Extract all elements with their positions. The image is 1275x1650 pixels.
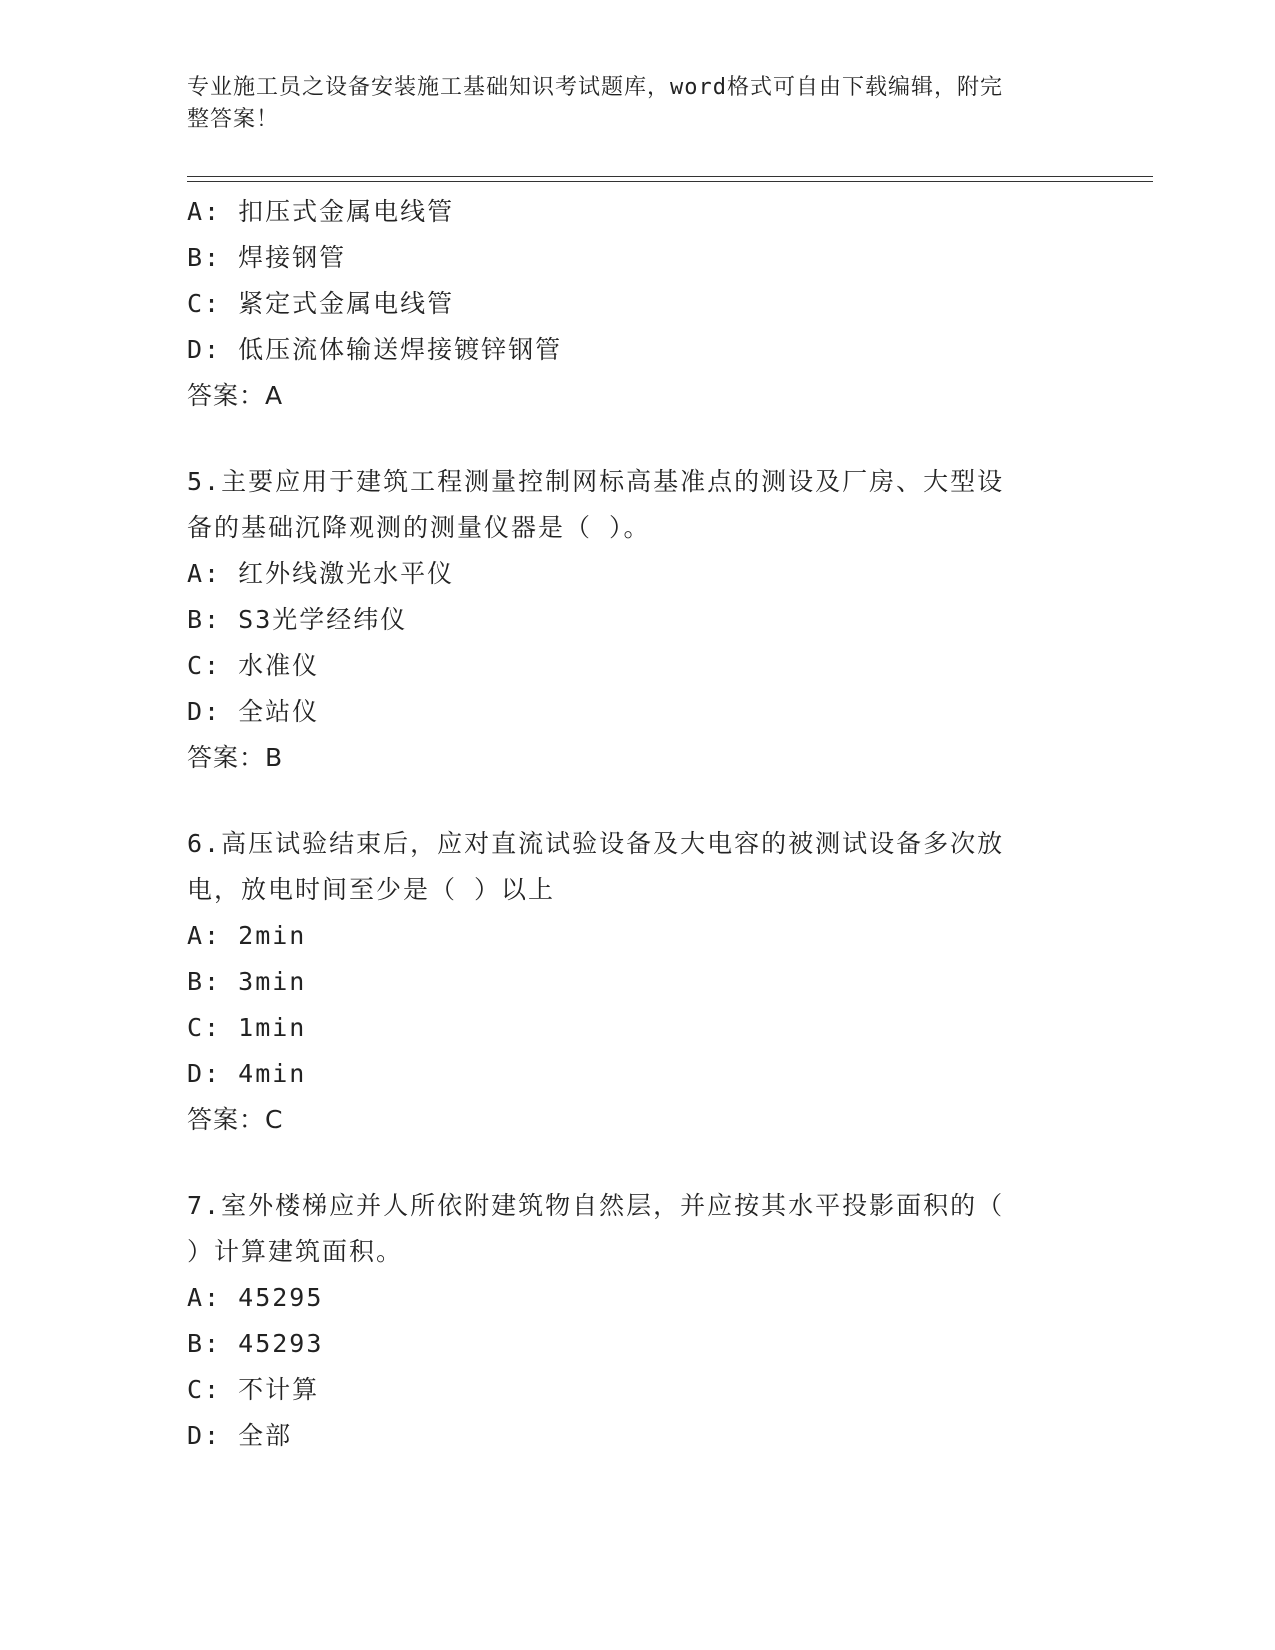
option-c: C: 1min xyxy=(187,1013,307,1042)
option-b: B: 3min xyxy=(187,967,307,996)
question-block-6 xyxy=(187,821,1077,1143)
header-line-1: 专业施工员之设备安装施工基础知识考试题库，word格式可自由下载编辑，附完 xyxy=(187,75,1003,100)
question-block-4 xyxy=(187,189,1077,419)
option-c: C: 不计算 xyxy=(187,1375,320,1404)
option-c: C: 紧定式金属电线管 xyxy=(187,289,455,318)
option-a: A: 2min xyxy=(187,921,307,950)
option-d: D: 全站仪 xyxy=(187,697,320,726)
question-text-line-2: 备的基础沉降观测的测量仪器是（ ）。 xyxy=(187,513,651,542)
question-text-line-2: 电，放电时间至少是（ ）以上 xyxy=(187,875,556,904)
option-b: B: 焊接钢管 xyxy=(187,243,347,272)
option-b: B: 45293 xyxy=(187,1329,324,1358)
option-a: A: 红外线激光水平仪 xyxy=(187,559,455,588)
header-divider-bottom xyxy=(187,181,1153,182)
option-d: D: 全部 xyxy=(187,1421,293,1450)
answer: 答案：B xyxy=(187,743,284,772)
option-a: A: 45295 xyxy=(187,1283,324,1312)
document-header xyxy=(187,72,1067,136)
question-content xyxy=(187,189,1077,1459)
answer: 答案：C xyxy=(187,1105,284,1134)
question-text-line-1: 6.高压试验结束后，应对直流试验设备及大电容的被测试设备多次放 xyxy=(187,829,1005,858)
option-b: B: S3光学经纬仪 xyxy=(187,605,408,634)
answer: 答案：A xyxy=(187,381,284,410)
option-d: D: 低压流体输送焊接镀锌钢管 xyxy=(187,335,563,364)
question-text-line-1: 7.室外楼梯应并人所依附建筑物自然层，并应按其水平投影面积的（ xyxy=(187,1191,1005,1220)
question-text-line-2: ）计算建筑面积。 xyxy=(187,1237,404,1266)
question-text-line-1: 5.主要应用于建筑工程测量控制网标高基准点的测设及厂房、大型设 xyxy=(187,467,1005,496)
option-a: A: 扣压式金属电线管 xyxy=(187,197,455,226)
option-d: D: 4min xyxy=(187,1059,307,1088)
question-block-7 xyxy=(187,1183,1077,1459)
question-block-5 xyxy=(187,459,1077,781)
header-line-2: 整答案！ xyxy=(187,107,280,132)
option-c: C: 水准仪 xyxy=(187,651,320,680)
header-divider-top xyxy=(187,176,1153,177)
